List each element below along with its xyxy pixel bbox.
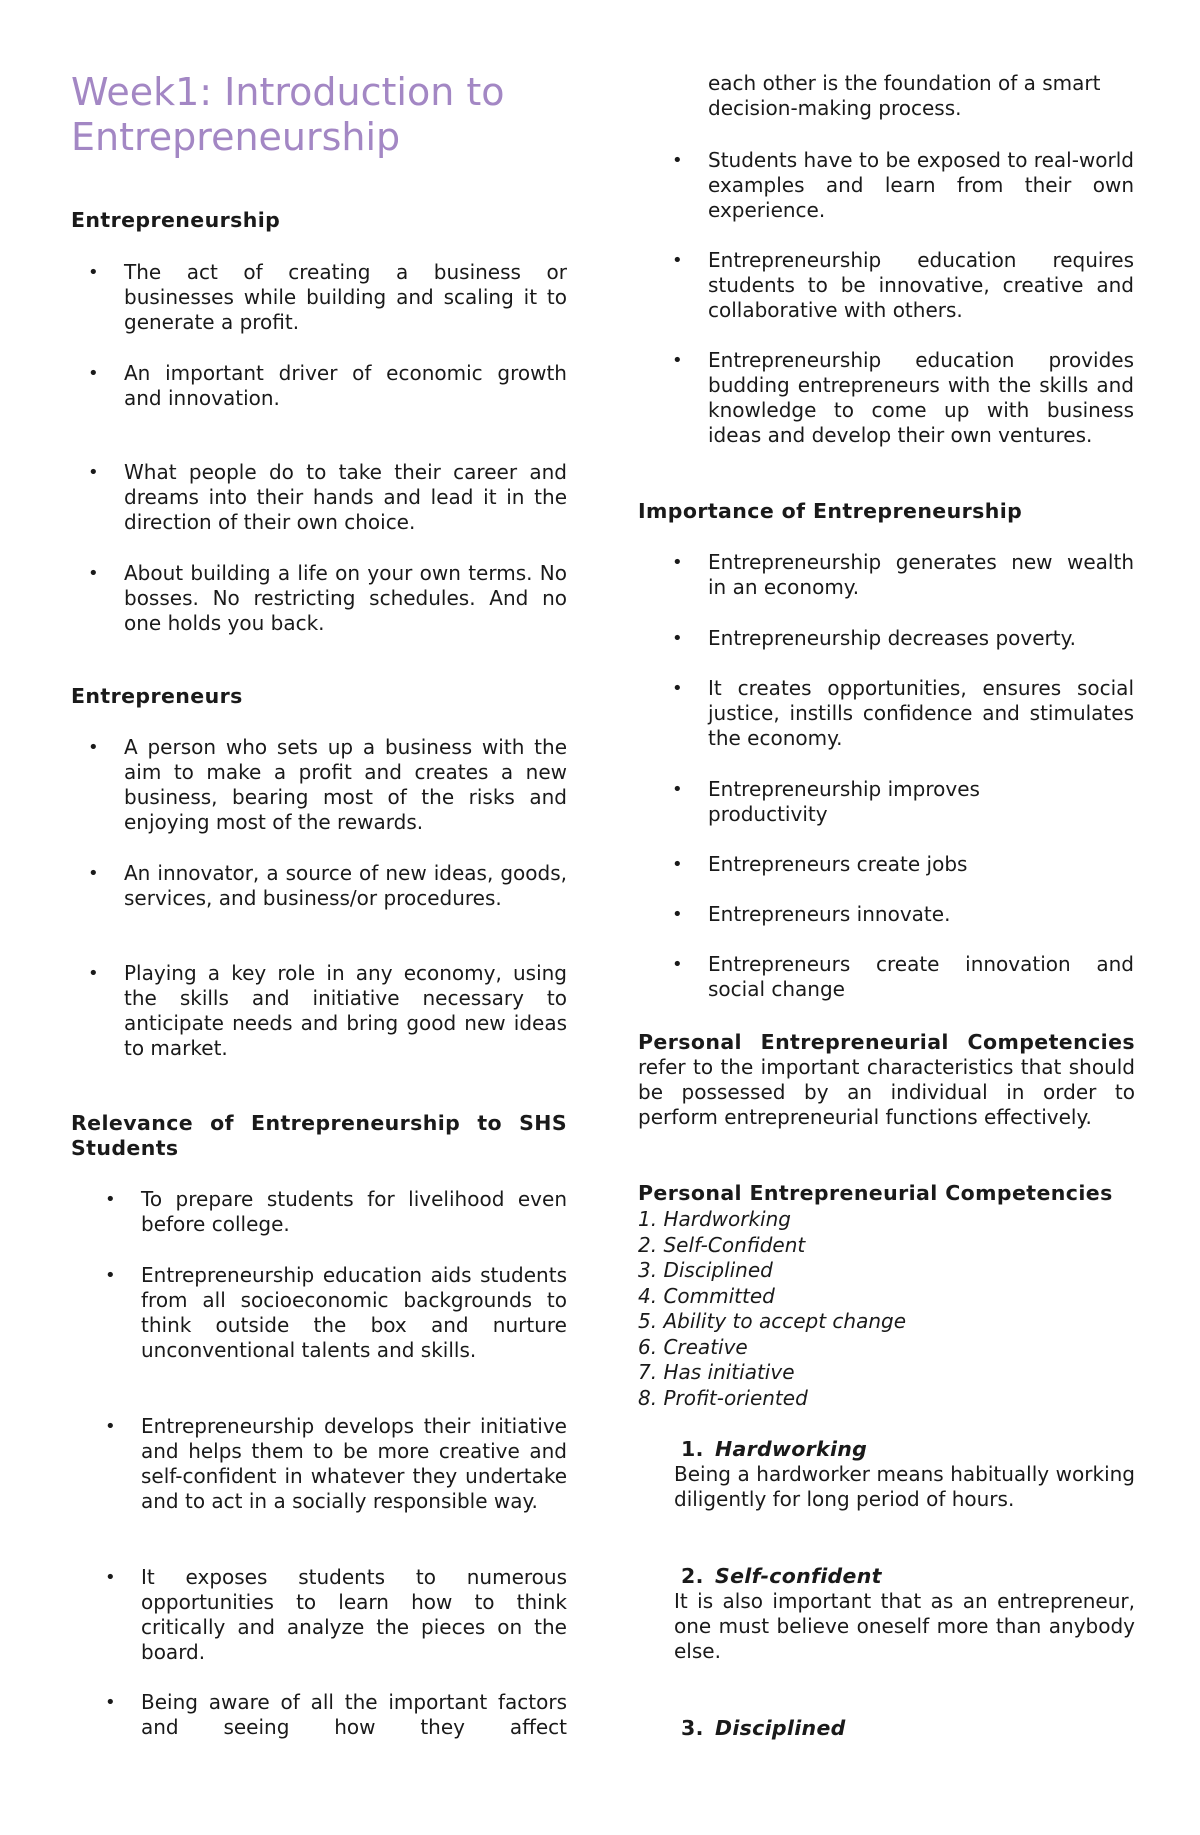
- list-item: • Entrepreneurship develops their initiative and helps them to be more creative and self-confident in whatever they undertake and to act in a socially responsible way.: [105, 1414, 567, 1513]
- list-item: • It creates opportunities, ensures social justice, instills confidence and stimulates the economy.: [672, 676, 1134, 750]
- list-item: • Entrepreneurship improves productivity: [672, 777, 980, 826]
- list-item: • Entrepreneurship education requires students to be innovative, creative and collaborative with others.: [672, 248, 1134, 322]
- list-item: • Entrepreneurship decreases poverty.: [672, 626, 1076, 650]
- list-item: 5. Ability to accept change: [638, 1309, 907, 1333]
- detail-heading-disciplined: 3. Disciplined: [681, 1716, 846, 1740]
- detail-body-self-confident: It is also important that as an entrepreneur, one must believe oneself more than anybody else.: [674, 1589, 1135, 1663]
- pec-definition-text: refer to the important characteristics that should be possessed by an individual in order to perform entrepreneurial functions effectively.: [638, 1055, 1135, 1129]
- page-title: Week1: Introduction to Entrepreneurship: [71, 70, 505, 159]
- list-item: • What people do to take their career and dreams into their hands and lead it in the direction of their own choice.: [88, 460, 567, 534]
- list-item: • A person who sets up a business with the aim to make a profit and creates a new business, bearing most of the risks and enjoying most of the rewards.: [88, 735, 567, 834]
- list-item: • Entrepreneurs create jobs: [672, 852, 968, 876]
- detail-heading-self-confident: 2. Self-confident: [681, 1564, 882, 1588]
- list-item: • Playing a key role in any economy, using the skills and initiative necessary to anticipate needs and bring good new ideas to market.: [88, 961, 567, 1060]
- list-item: 7. Has initiative: [638, 1360, 795, 1384]
- pec-definition: [638, 1030, 1135, 1130]
- list-item: 8. Profit-oriented: [638, 1385, 808, 1410]
- list-item: • Entrepreneurs innovate.: [672, 902, 951, 926]
- continuation-text: each other is the foundation of a smart decision-making process.: [708, 71, 1101, 120]
- list-item: • An important driver of economic growth and innovation.: [88, 361, 567, 410]
- list-item: • To prepare students for livelihood even before college.: [105, 1187, 567, 1236]
- list-item: • An innovator, a source of new ideas, goods, services, and business/or procedures.: [88, 861, 567, 910]
- section-heading-relevance: Relevance of Entrepreneurship to SHS Students: [71, 1111, 567, 1160]
- list-item: • Entrepreneurship education aids students from all socioeconomic backgrounds to think outside the box and nurture unconventional talents and skills.: [105, 1263, 567, 1362]
- list-item: 3. Disciplined: [638, 1258, 773, 1282]
- detail-body-hardworking: Being a hardworker means habitually working diligently for long period of hours.: [674, 1462, 1135, 1511]
- list-item: 6. Creative: [638, 1334, 748, 1359]
- list-item: • Being aware of all the important factors and seeing how they affect: [105, 1690, 567, 1739]
- pec-term: Personal Entrepreneurial Competencies: [638, 1030, 1135, 1054]
- list-item: • Entrepreneurship generates new wealth in an economy.: [672, 550, 1134, 599]
- section-heading-entrepreneurs: Entrepreneurs: [71, 684, 243, 708]
- list-item: • The act of creating a business or businesses while building and scaling it to generate a profit.: [88, 260, 567, 334]
- list-item: 4. Committed: [638, 1283, 775, 1308]
- list-item: • Entrepreneurs create innovation and social change: [672, 952, 1134, 1001]
- list-item: 2. Self-Confident: [638, 1232, 806, 1257]
- detail-heading-hardworking: 1. Hardworking: [681, 1437, 868, 1461]
- list-item: 1. Hardworking: [638, 1207, 791, 1231]
- pec-list: [638, 1207, 1135, 1411]
- list-item: • About building a life on your own terms. No bosses. No restricting schedules. And no one holds you back.: [88, 561, 567, 635]
- list-item: • Students have to be exposed to real-world examples and learn from their own experience.: [672, 148, 1134, 222]
- section-heading-entrepreneurship: Entrepreneurship: [71, 208, 281, 232]
- section-heading-pec: Personal Entrepreneurial Competencies: [638, 1181, 1113, 1205]
- list-item: • It exposes students to numerous opportunities to learn how to think critically and analyze the pieces on the board.: [105, 1565, 567, 1664]
- section-heading-importance: Importance of Entrepreneurship: [638, 499, 1023, 523]
- list-item: • Entrepreneurship education provides budding entrepreneurs with the skills and knowledge to come up with business ideas and develop their own ventures.: [672, 348, 1134, 447]
